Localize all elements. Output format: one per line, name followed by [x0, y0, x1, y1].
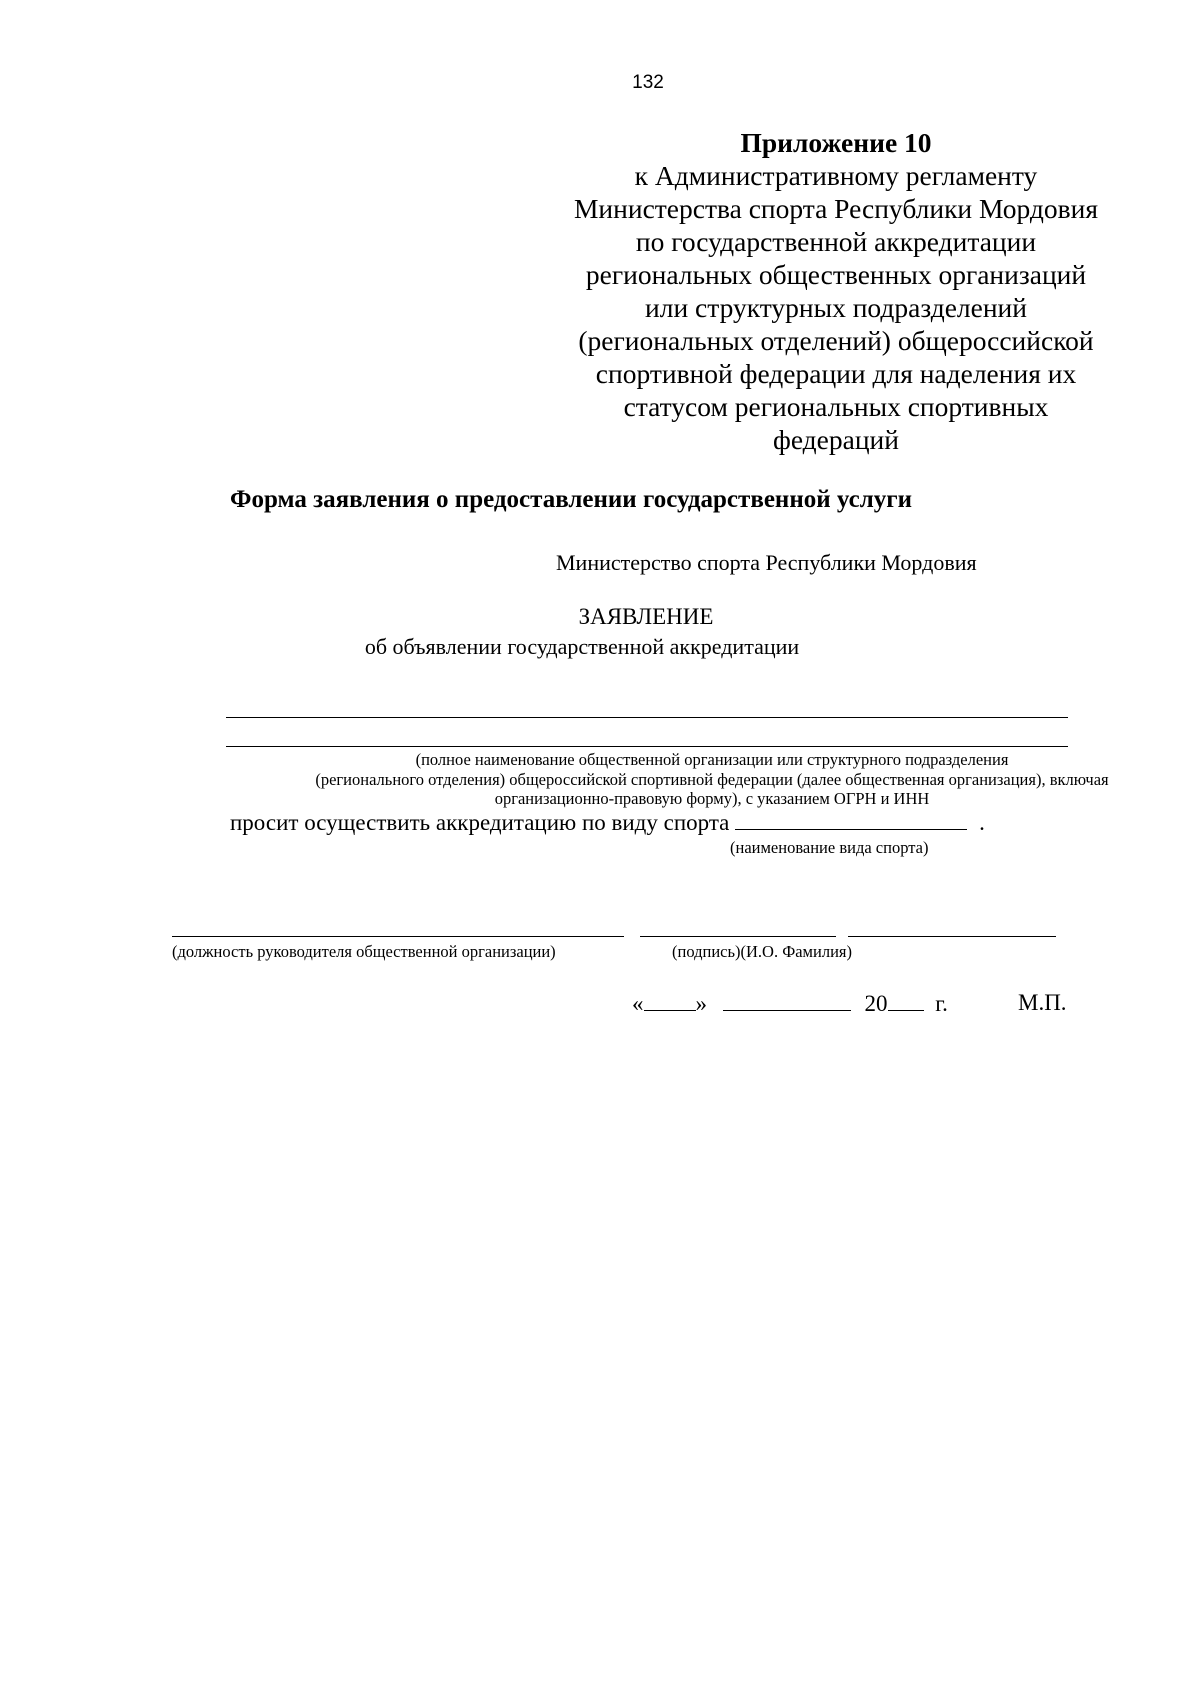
appendix-line: (региональных отделений) общероссийской	[578, 325, 1094, 356]
statement-title: ЗАЯВЛЕНИЕ	[578, 604, 714, 629]
request-line	[230, 810, 985, 836]
appendix-header	[568, 126, 1104, 456]
sport-caption: (наименование вида спорта)	[730, 838, 929, 857]
position-caption: (должность руководителя общественной организации)	[172, 942, 556, 961]
date-line	[632, 990, 948, 1017]
appendix-line: по государственной аккредитации	[635, 226, 1037, 257]
appendix-line: Министерства спорта Республики Мордовия	[573, 193, 1099, 224]
org-name-line-2[interactable]	[226, 746, 1068, 747]
year-prefix: 20	[864, 991, 888, 1016]
date-close-quote: »	[695, 991, 707, 1016]
signature-field[interactable]	[640, 936, 836, 937]
org-name-caption	[200, 750, 1200, 809]
request-end: .	[979, 810, 985, 835]
signature-caption: (подпись)(И.О. Фамилия)	[672, 942, 852, 961]
month-field[interactable]	[723, 990, 851, 1011]
caption-line: организационно-правовую форму), с указанием ОГРН и ИНН	[494, 789, 930, 808]
stamp-place: М.П.	[1018, 990, 1067, 1015]
appendix-line: или структурных подразделений	[645, 292, 1027, 323]
org-name-line-1[interactable]	[226, 717, 1068, 718]
caption-line: (полное наименование общественной организации или структурного подразделения	[415, 750, 1009, 769]
appendix-line: спортивной федерации для наделения их	[595, 358, 1077, 389]
statement-subtitle: об объявлении государственной аккредитации	[364, 634, 800, 659]
position-field[interactable]	[172, 936, 624, 937]
request-text: просит осуществить аккредитацию по виду спорта	[230, 810, 730, 835]
appendix-title: Приложение 10	[740, 127, 932, 158]
caption-line: (регионального отделения) общероссийской спортивной федерации (далее общественная организация), включая	[315, 769, 1109, 789]
year-field[interactable]	[888, 990, 924, 1011]
appendix-line: федераций	[773, 424, 899, 455]
page-number: 132	[632, 72, 664, 93]
year-suffix: г.	[935, 991, 948, 1016]
sport-field[interactable]	[735, 810, 967, 830]
appendix-line: региональных общественных организаций	[585, 259, 1087, 290]
appendix-line: статусом региональных спортивных	[623, 391, 1049, 422]
name-field[interactable]	[848, 936, 1056, 937]
day-field[interactable]	[644, 990, 696, 1011]
ministry-addressee: Министерство спорта Республики Мордовия	[556, 550, 977, 575]
date-open-quote: «	[632, 991, 644, 1016]
form-title: Форма заявления о предоставлении государственной услуги	[230, 486, 912, 513]
appendix-line: к Административному регламенту	[634, 160, 1038, 191]
